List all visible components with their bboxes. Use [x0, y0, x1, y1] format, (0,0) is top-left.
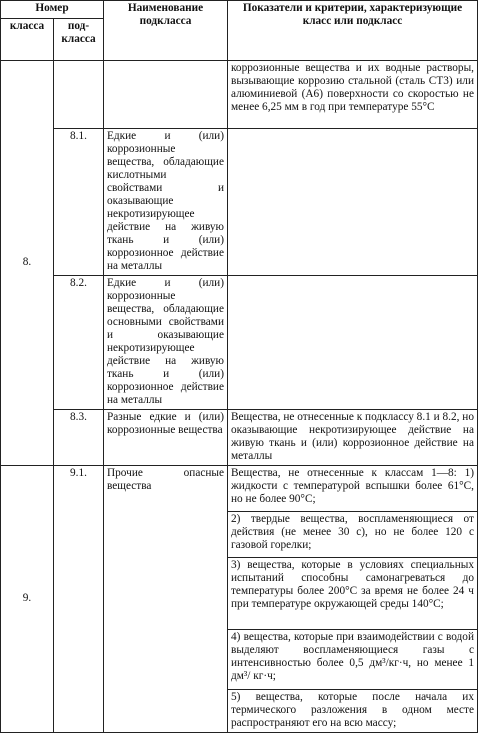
criteria-item: 3) вещества, которые в условиях специальных испытаний способны самонагреваться до температуры более 200°С за время не более 24 ч при температуре окружающей среды 140°С;	[228, 558, 477, 630]
class-number-9: 9.	[1, 466, 54, 733]
table-row	[1, 410, 478, 466]
criteria-item: Вещества, не отнесенные к классам 1—8: 1) жидкости с температурой вспышки более 61°С, но не более 90°С;	[228, 466, 477, 512]
criteria-cell	[228, 129, 478, 276]
header-class: класса	[1, 19, 54, 61]
subclass-name: Едкие и (или) коррозионные вещества, обладающие основными свойствами и оказывающие некротизирующее действие на живую ткань и (или) коррозионное действие на металлы	[104, 276, 228, 410]
criteria-cell: Вещества, не отнесенные к подклассу 8.1 и 8.2, но оказывающие некротизирующее действие на живую ткань и (или) коррозионное действие на металлы	[228, 410, 478, 466]
header-subclass-name: Наименование подкласса	[104, 1, 228, 61]
header-criteria: Показатели и критерии, характеризующие класс или подкласс	[228, 1, 478, 61]
criteria-list	[228, 466, 478, 733]
subclass-number: 9.1.	[54, 466, 104, 733]
subclass-number: 8.2.	[54, 276, 104, 410]
subclass-number: 8.1.	[54, 129, 104, 276]
header-number: Номер	[1, 1, 104, 19]
criteria-item: 5) вещества, которые после начала их термического разложения в одном месте распространяют его на всю массу;	[231, 691, 474, 729]
criteria-item: 2) твердые вещества, воспламеняющиеся от действия (не менее 30 с), но не более 120 с газовой горелки;	[228, 512, 477, 558]
subclass-name: Прочие опасные вещества	[104, 466, 228, 733]
subclass-name-empty	[104, 61, 228, 129]
subclass-name: Едкие и (или) коррозионные вещества, обладающие кислотными свойствами и оказывающие некротизирующее действие на живую ткань и (или) коррозионное действие на металлы	[104, 129, 228, 276]
table-row	[1, 61, 478, 129]
class-number-8: 8.	[1, 61, 54, 466]
table-row	[1, 129, 478, 276]
header-row-top	[1, 1, 478, 19]
header-subclass: под- класса	[54, 19, 104, 61]
table-row	[1, 276, 478, 410]
criteria-item: 4) вещества, которые при взаимодействии с водой выделяют воспламеняющиеся газы с интенсивностью более 0,5 дм³/кг·ч, но менее 1 дм³/ кг·ч;	[228, 630, 477, 690]
table-row	[1, 466, 478, 733]
criteria-cell	[228, 276, 478, 410]
criteria-cell: коррозионные вещества и их водные растворы, вызывающие коррозию стальной (сталь СТ3) или алюминиевой (А6) поверхности со скоростью не менее 6,25 мм в год при температуре 55°С	[228, 61, 478, 129]
subclass-name: Разные едкие и (или) коррозионные вещества	[104, 410, 228, 466]
subclass-number: 8.3.	[54, 410, 104, 466]
subclass-empty	[54, 61, 104, 129]
